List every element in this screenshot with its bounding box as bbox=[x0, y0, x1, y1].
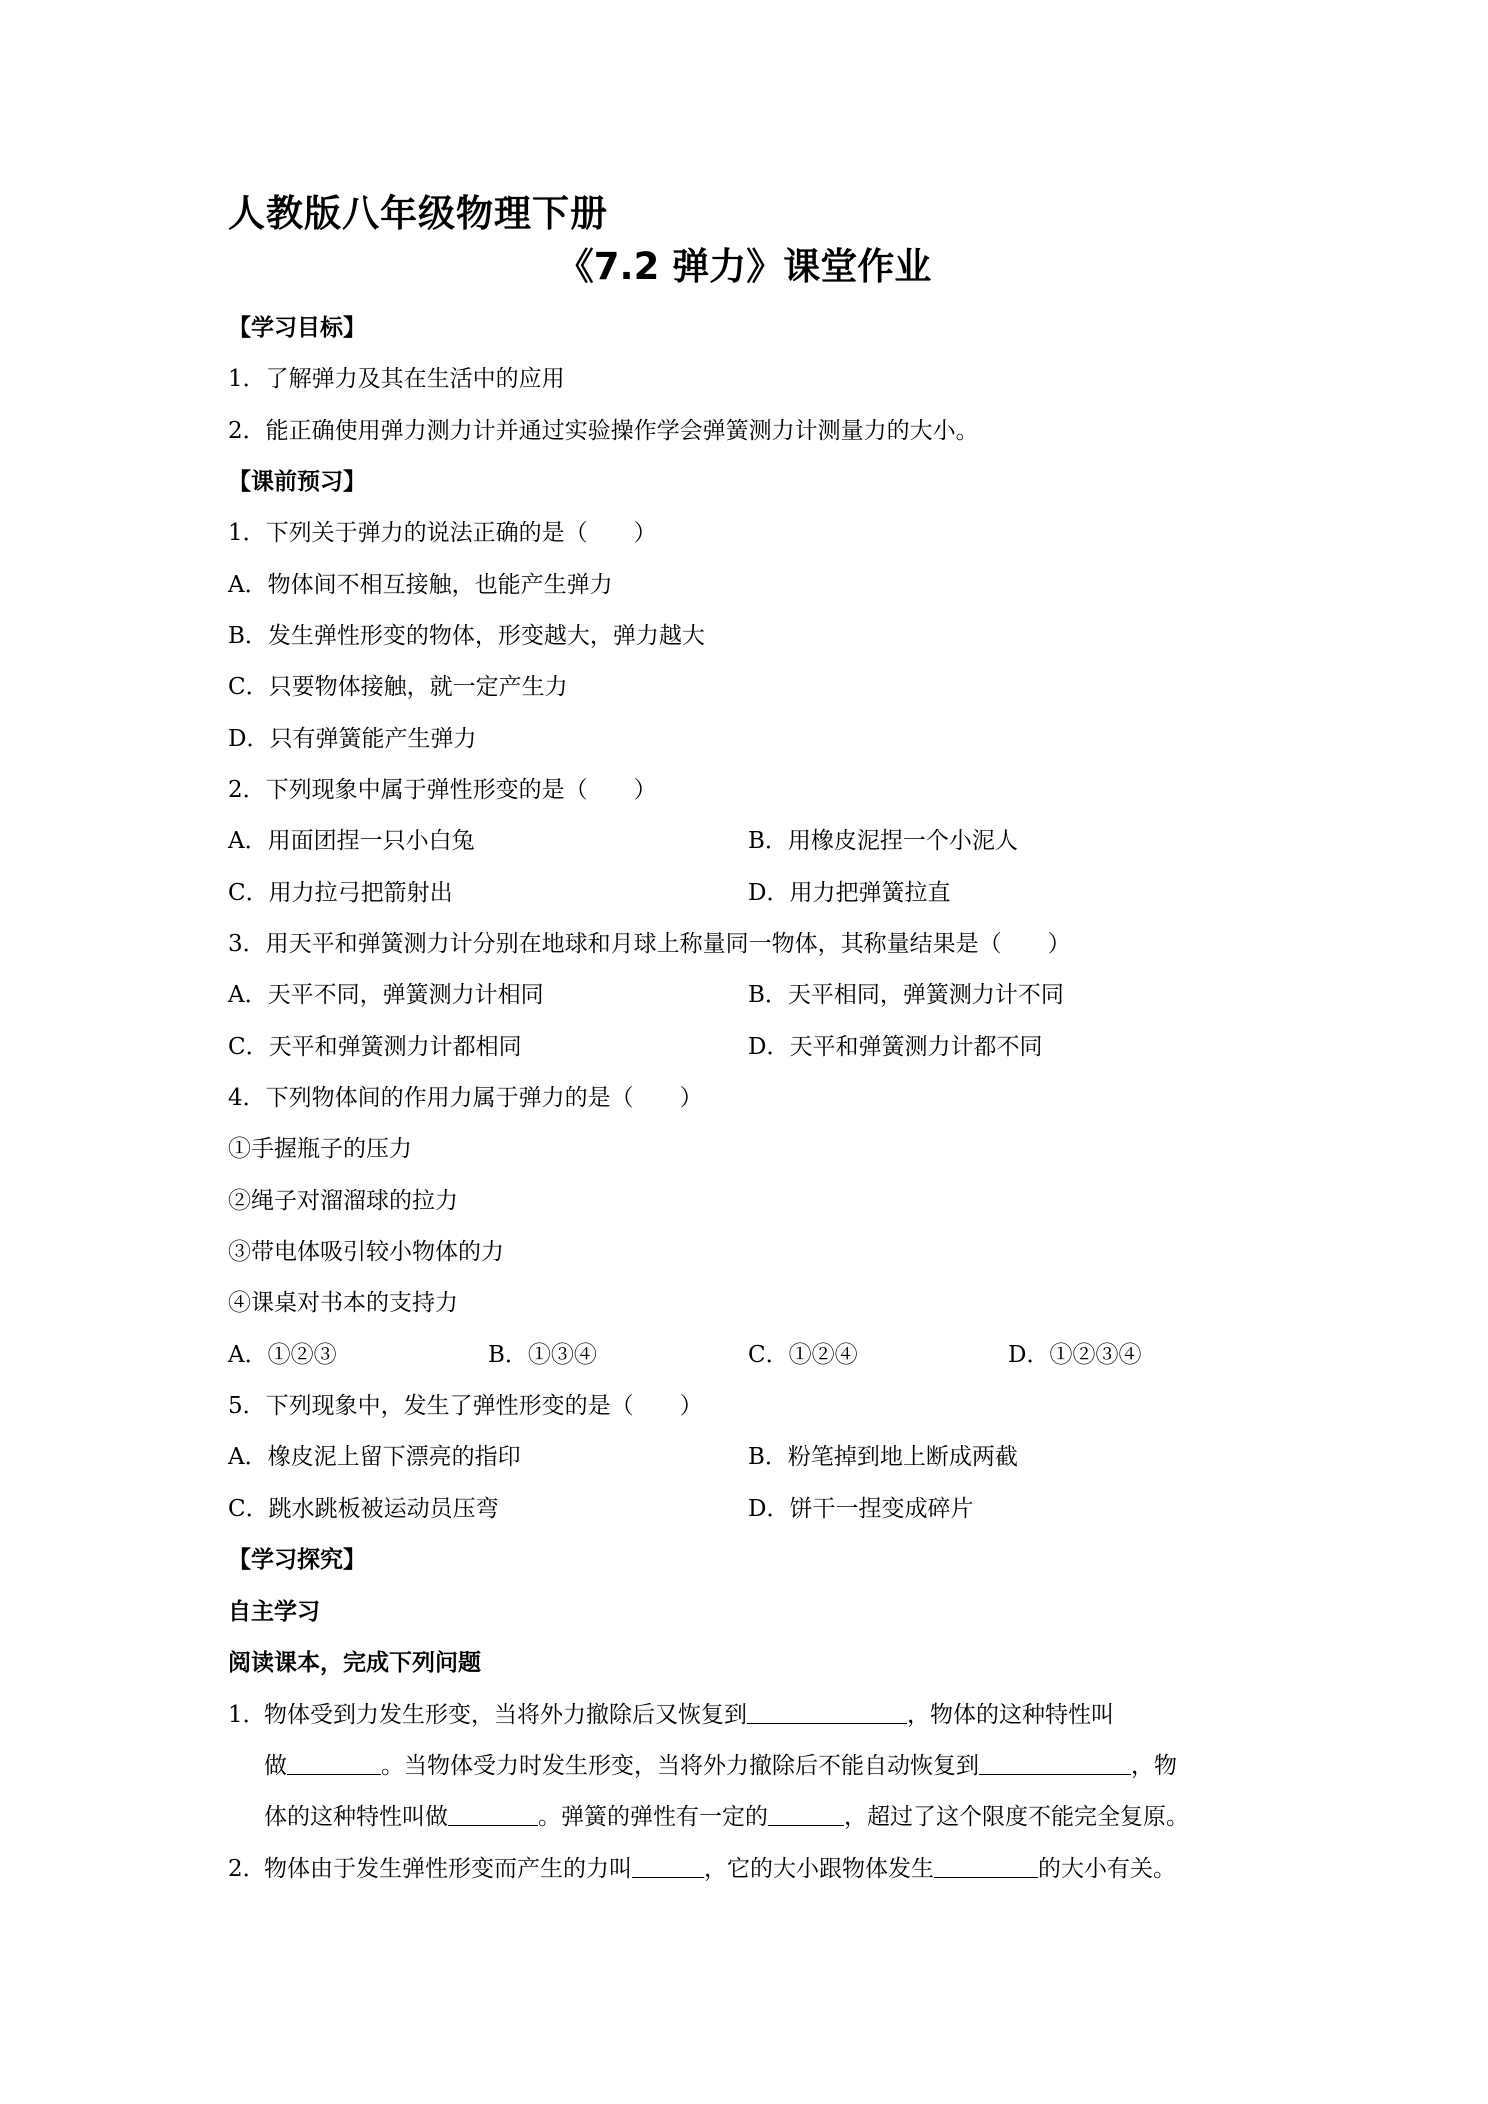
fill1-text: 物体受到力发生形变，当将外力撤除后又恢复到 bbox=[264, 1702, 747, 1728]
fill1-number: 1． bbox=[228, 1702, 266, 1728]
q4-option-a: A．①②③ bbox=[228, 1342, 337, 1368]
fill-in-question-1 bbox=[228, 1690, 1272, 1843]
fill1-text: 体的这种特性叫做 bbox=[264, 1804, 448, 1830]
q1-option-b: B．发生弹性形变的物体，形变越大，弹力越大 bbox=[228, 623, 705, 649]
q5-option-a: A．橡皮泥上留下漂亮的指印 bbox=[228, 1444, 521, 1470]
question-4-stem: 4．下列物体间的作用力属于弹力的是（ ） bbox=[228, 1085, 703, 1111]
fill1-text: 。弹簧的弹性有一定的 bbox=[538, 1804, 768, 1830]
q2-option-b: B．用橡皮泥捏一个小泥人 bbox=[748, 828, 1018, 854]
q5-option-b: B．粉笔掉到地上断成两截 bbox=[748, 1444, 1018, 1470]
answer-blank[interactable] bbox=[448, 1803, 538, 1826]
fill1-text: 。当物体受力时发生形变，当将外力撤除后不能自动恢复到 bbox=[381, 1753, 979, 1779]
q3-option-b: B．天平相同，弹簧测力计不同 bbox=[748, 982, 1064, 1008]
question-3-stem: 3．用天平和弹簧测力计分别在地球和月球上称量同一物体，其称量结果是（ ） bbox=[228, 931, 1071, 957]
fill1-text: ，超过了这个限度不能完全复原。 bbox=[844, 1804, 1189, 1830]
lesson-title: 《7.2 弹力》课堂作业 bbox=[556, 245, 932, 288]
section-heading-explore: 【学习探究】 bbox=[228, 1547, 366, 1573]
q5-option-d: D．饼干一捏变成碎片 bbox=[748, 1496, 974, 1522]
question-2-stem: 2．下列现象中属于弹性形变的是（ ） bbox=[228, 777, 657, 803]
q4-option-d: D．①②③④ bbox=[1008, 1342, 1142, 1368]
q4-option-b: B．①③④ bbox=[488, 1342, 597, 1368]
q1-option-d: D．只有弹簧能产生弹力 bbox=[228, 726, 477, 752]
q1-option-a: A．物体间不相互接触，也能产生弹力 bbox=[228, 572, 613, 598]
goal-item: 1．了解弹力及其在生活中的应用 bbox=[228, 366, 565, 392]
q4-option-c: C．①②④ bbox=[748, 1342, 858, 1368]
fill1-text: ，物 bbox=[1131, 1753, 1177, 1779]
question-5-stem: 5．下列现象中，发生了弹性形变的是（ ） bbox=[228, 1393, 703, 1419]
q2-option-c: C．用力拉弓把箭射出 bbox=[228, 880, 453, 906]
section-heading-goals: 【学习目标】 bbox=[228, 315, 366, 341]
goal-item: 2．能正确使用弹力测力计并通过实验操作学会弹簧测力计测量力的大小。 bbox=[228, 418, 979, 444]
document-title: 人教版八年级物理下册 bbox=[228, 192, 608, 235]
subheading-instructions: 阅读课本，完成下列问题 bbox=[228, 1650, 481, 1676]
question-1-stem: 1．下列关于弹力的说法正确的是（ ） bbox=[228, 520, 657, 546]
fill1-text: 做 bbox=[264, 1753, 287, 1779]
fill-in-question-2 bbox=[228, 1844, 1272, 1895]
q4-statement-2: ②绳子对溜溜球的拉力 bbox=[228, 1188, 458, 1214]
q5-option-c: C．跳水跳板被运动员压弯 bbox=[228, 1496, 499, 1522]
answer-blank[interactable] bbox=[768, 1803, 844, 1826]
fill1-text: ，物体的这种特性叫 bbox=[907, 1702, 1114, 1728]
answer-blank[interactable] bbox=[632, 1855, 704, 1878]
fill2-text: 物体由于发生弹性形变而产生的力叫 bbox=[264, 1856, 632, 1882]
answer-blank[interactable] bbox=[934, 1855, 1038, 1878]
answer-blank[interactable] bbox=[747, 1701, 907, 1724]
fill2-text: 的大小有关。 bbox=[1038, 1856, 1176, 1882]
q3-option-c: C．天平和弹簧测力计都相同 bbox=[228, 1034, 522, 1060]
q3-option-d: D．天平和弹簧测力计都不同 bbox=[748, 1034, 1043, 1060]
fill2-number: 2． bbox=[228, 1856, 266, 1882]
q4-statement-4: ④课桌对书本的支持力 bbox=[228, 1290, 458, 1316]
q2-option-a: A．用面团捏一只小白兔 bbox=[228, 828, 475, 854]
q4-statement-1: ①手握瓶子的压力 bbox=[228, 1136, 412, 1162]
q4-statement-3: ③带电体吸引较小物体的力 bbox=[228, 1239, 504, 1265]
answer-blank[interactable] bbox=[287, 1752, 381, 1775]
section-heading-preview: 【课前预习】 bbox=[228, 469, 366, 495]
fill2-text: ，它的大小跟物体发生 bbox=[704, 1856, 934, 1882]
q2-option-d: D．用力把弹簧拉直 bbox=[748, 880, 951, 906]
answer-blank[interactable] bbox=[979, 1752, 1131, 1775]
subheading-self-study: 自主学习 bbox=[228, 1599, 320, 1625]
q3-option-a: A．天平不同，弹簧测力计相同 bbox=[228, 982, 544, 1008]
q1-option-c: C．只要物体接触，就一定产生力 bbox=[228, 674, 568, 700]
